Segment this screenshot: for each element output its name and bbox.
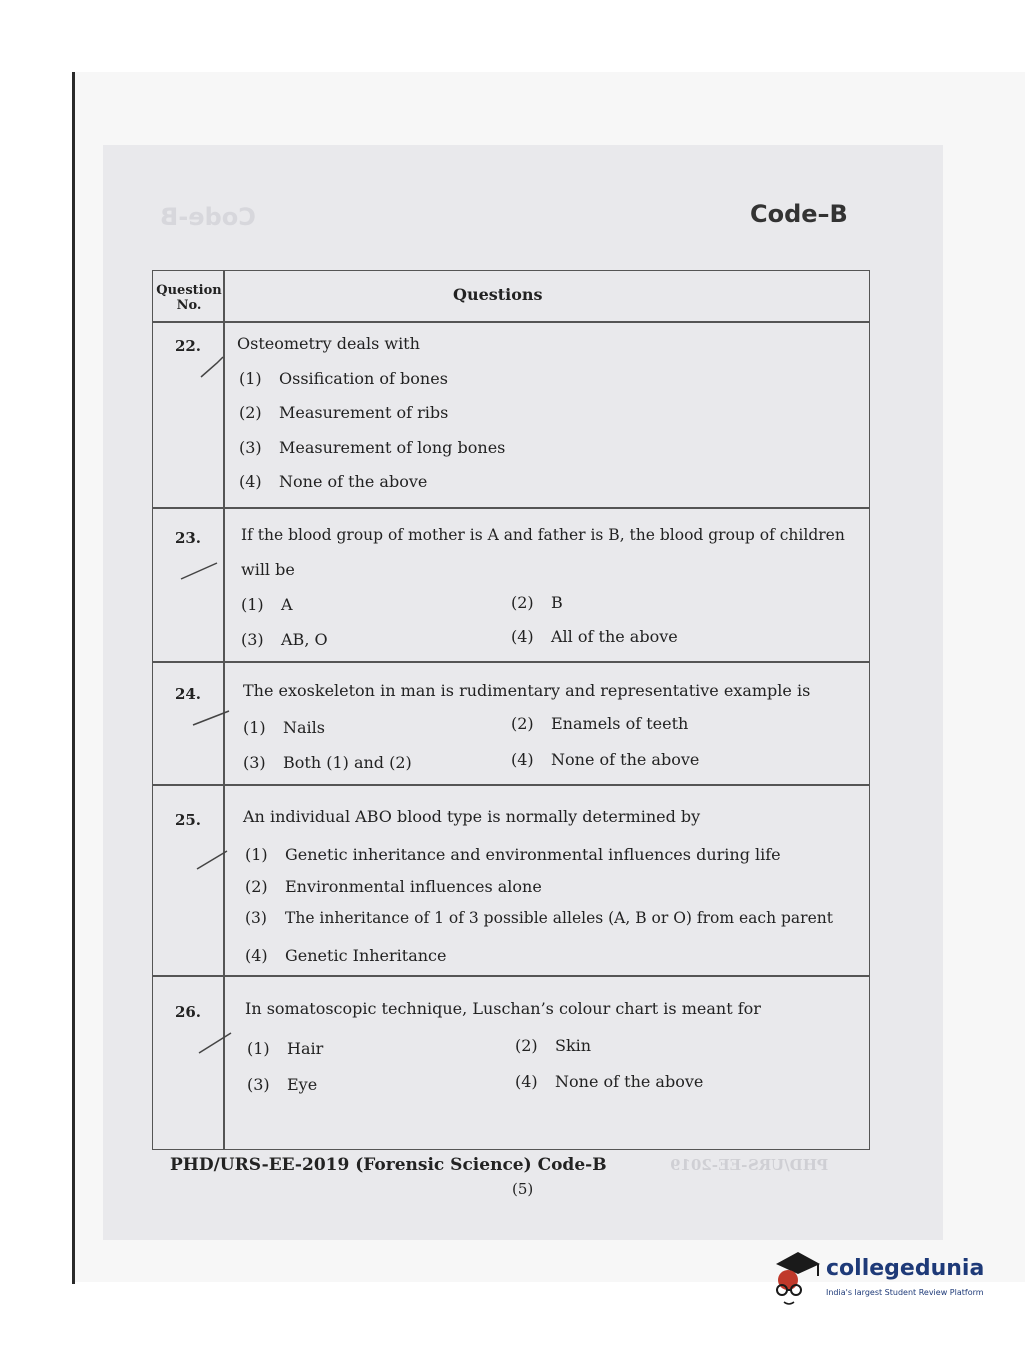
question-number: 24. — [174, 685, 202, 703]
question-text-continued: will be — [241, 560, 295, 579]
scan-edge — [72, 72, 75, 1284]
brand-name: collegedunia — [826, 1256, 985, 1281]
bleed-through-footer: PHD/URS-EE-2019 — [670, 1156, 829, 1174]
option: (4) Genetic Inheritance — [245, 946, 447, 965]
option: (1) Ossification of bones — [239, 369, 448, 388]
exam-footer: PHD/URS-EE-2019 (Forensic Science) Code-B — [170, 1155, 607, 1175]
check-mark-icon — [179, 559, 219, 583]
option: (4) None of the above — [239, 472, 428, 491]
question-table — [152, 270, 870, 1150]
option: (2) Measurement of ribs — [239, 403, 449, 422]
code-label: Code–B — [750, 200, 848, 228]
check-mark-icon — [197, 1031, 237, 1055]
row-divider — [153, 784, 869, 786]
check-mark-icon — [195, 847, 235, 871]
bleed-through-code: Code-B — [160, 203, 256, 231]
question-text: If the blood group of mother is A and father is B, the blood group of children — [241, 526, 845, 544]
option: (2) B — [511, 593, 563, 612]
option: (3) Both (1) and (2) — [243, 753, 412, 772]
check-mark-icon — [199, 355, 239, 379]
option: (1) Hair — [247, 1039, 324, 1058]
question-text: Osteometry deals with — [237, 334, 420, 353]
option: (2) Enamels of teeth — [511, 714, 689, 733]
question-number: 23. — [174, 529, 202, 547]
option: (2) Skin — [515, 1036, 592, 1055]
option: (1) A — [241, 595, 293, 614]
header-questions: Questions — [453, 285, 543, 304]
row-divider — [153, 507, 869, 509]
question-number: 26. — [174, 1003, 202, 1021]
question-number: 25. — [174, 811, 202, 829]
row-divider — [153, 975, 869, 977]
option: (1) Genetic inheritance and environmental influences during life — [245, 845, 781, 864]
option: (3) Measurement of long bones — [239, 438, 506, 457]
option: (3) AB, O — [241, 630, 328, 649]
question-text: The exoskeleton in man is rudimentary and representative example is — [243, 681, 811, 700]
option: (3) The inheritance of 1 of 3 possible alleles (A, B or O) from each parent — [245, 909, 833, 927]
question-number: 22. — [174, 337, 202, 355]
mascot-logo-icon — [770, 1250, 824, 1310]
option: (4) None of the above — [511, 750, 700, 769]
header-divider — [153, 321, 869, 323]
check-mark-icon — [191, 705, 231, 729]
option: (4) All of the above — [511, 627, 678, 646]
row-divider — [153, 661, 869, 663]
question-text: An individual ABO blood type is normally determined by — [243, 807, 701, 826]
header-question-no: Question No. — [156, 283, 222, 313]
option: (1) Nails — [243, 718, 325, 737]
collegedunia-watermark — [770, 1250, 1000, 1320]
brand-tagline: India's largest Student Review Platform — [826, 1288, 984, 1297]
option: (2) Environmental influences alone — [245, 877, 542, 896]
option: (3) Eye — [247, 1075, 318, 1094]
page-number: (5) — [512, 1180, 534, 1198]
option: (4) None of the above — [515, 1072, 704, 1091]
question-text: In somatoscopic technique, Luschan’s colour chart is meant for — [245, 999, 761, 1018]
